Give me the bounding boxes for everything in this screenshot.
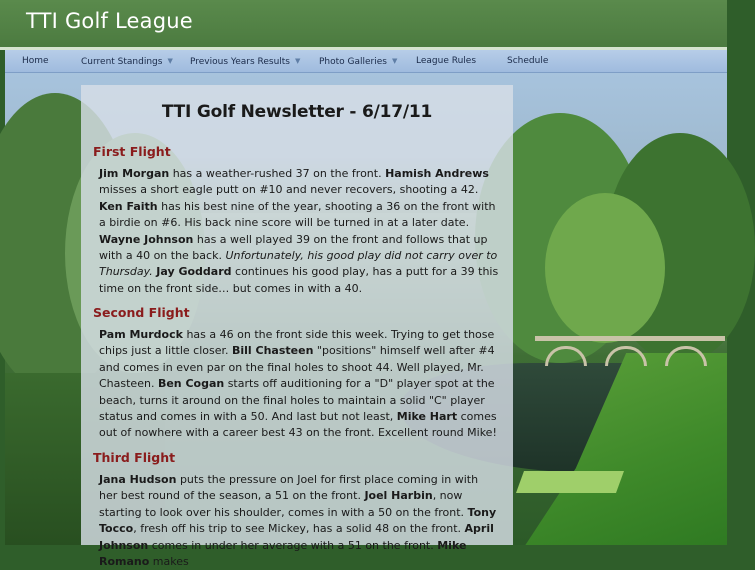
putting-green: [516, 471, 624, 493]
section-heading-first-flight: First Flight: [93, 144, 171, 159]
body-text: has a weather-rushed 37 on the front.: [169, 167, 386, 180]
body-text: "positions" himself well after #4 and comes in even par on the final holes to shoot 44. Well played, Mr. Chasteen.: [99, 344, 495, 391]
player-name: Wayne Johnson: [99, 232, 194, 246]
body-text: has his best nine of the year, shooting a 36 on the front with a birdie on #6. His back nine score will be turned in at a later date.: [99, 199, 496, 230]
section-heading-third-flight: Third Flight: [93, 450, 176, 465]
tree: [545, 193, 665, 343]
player-name: Jim Morgan: [99, 167, 170, 180]
player-name: Ken Faith: [99, 199, 158, 213]
nav-item-previous-years-results[interactable]: [190, 50, 300, 73]
body-text: comes out of nowhere with a career best 43 on the front. Excellent round Mike!: [99, 410, 497, 440]
body-text: misses a short eagle putt on #10 and never recovers, shooting a 42.: [99, 183, 479, 197]
newsletter-panel: [81, 85, 513, 569]
nav-label: Previous Years Results: [190, 57, 290, 67]
section-body-first-flight: [99, 166, 499, 297]
section-heading-second-flight: Second Flight: [93, 305, 190, 320]
player-name: Mike Hart: [396, 410, 458, 424]
section-body-second-flight: [99, 327, 499, 442]
player-name: Tony Tocco: [99, 505, 497, 536]
nav-label: Schedule: [507, 56, 549, 66]
player-name: Jay Goddard: [156, 265, 232, 279]
body-text: puts the pressure on Joel for first place coming in with her best round of the season, a 51 on the front.: [99, 473, 479, 503]
nav-label: Current Standings: [81, 57, 163, 67]
nav-label: Photo Galleries: [319, 57, 387, 67]
body-text: has a 46 on the front side this week. Trying to get those chips just a little closer.: [99, 328, 495, 358]
chevron-down-icon: ▼: [392, 57, 398, 65]
body-text: , fresh off his trip to see Mickey, has a solid 48 on the front.: [133, 522, 465, 536]
player-name: Hamish Andrews: [385, 167, 489, 180]
nav-item-current-standings[interactable]: [81, 50, 173, 73]
bridge-arch: [545, 346, 587, 366]
nav-label: League Rules: [416, 56, 477, 66]
nav-item-photo-galleries[interactable]: [319, 50, 397, 73]
player-name: Joel Harbin: [364, 489, 433, 503]
bridge-arch: [605, 346, 647, 366]
nav-item-schedule[interactable]: [507, 50, 548, 73]
bridge-arch: [665, 346, 707, 366]
italic-note: Unfortunately, his good play did not carry over to Thursday.: [99, 249, 498, 279]
nav-item-league-rules[interactable]: [416, 50, 476, 73]
site-header: [0, 0, 727, 50]
body-text: , now starting to look over his shoulder, comes in with a 50 on the front.: [99, 489, 468, 519]
player-name: April Johnson: [99, 522, 494, 552]
main-nav: [5, 50, 727, 73]
body-text: starts off auditioning for a "D" player spot at the beach, turns it around on the final holes to maintain a solid "C" player status and comes in with a 50. And last but not least,: [99, 377, 495, 424]
chevron-down-icon: ▼: [295, 57, 301, 65]
player-name: Bill Chasteen: [232, 344, 314, 358]
body-text: continues his good play, has a putt for a 39 this time on the front side… but comes in with a 40.: [99, 265, 499, 295]
newsletter-title: TTI Golf Newsletter - 6/17/11: [161, 102, 433, 122]
nav-label: Home: [22, 56, 49, 66]
stone-bridge: [535, 336, 725, 362]
player-name: Mike Romano: [99, 538, 467, 569]
player-name: Pam Murdock: [99, 328, 183, 341]
body-text: comes in under her average with a 51 on the front.: [148, 538, 438, 552]
site-title[interactable]: TTI Golf League: [26, 9, 193, 33]
body-text: makes: [149, 555, 189, 569]
player-name: Ben Cogan: [157, 377, 225, 391]
player-name: Jana Hudson: [99, 473, 177, 486]
chevron-down-icon: ▼: [167, 57, 173, 65]
section-body-third-flight: [99, 472, 499, 570]
body-text: has a well played 39 on the front and follows that up with a 40 on the back.: [99, 232, 488, 263]
nav-item-home[interactable]: [22, 50, 49, 73]
